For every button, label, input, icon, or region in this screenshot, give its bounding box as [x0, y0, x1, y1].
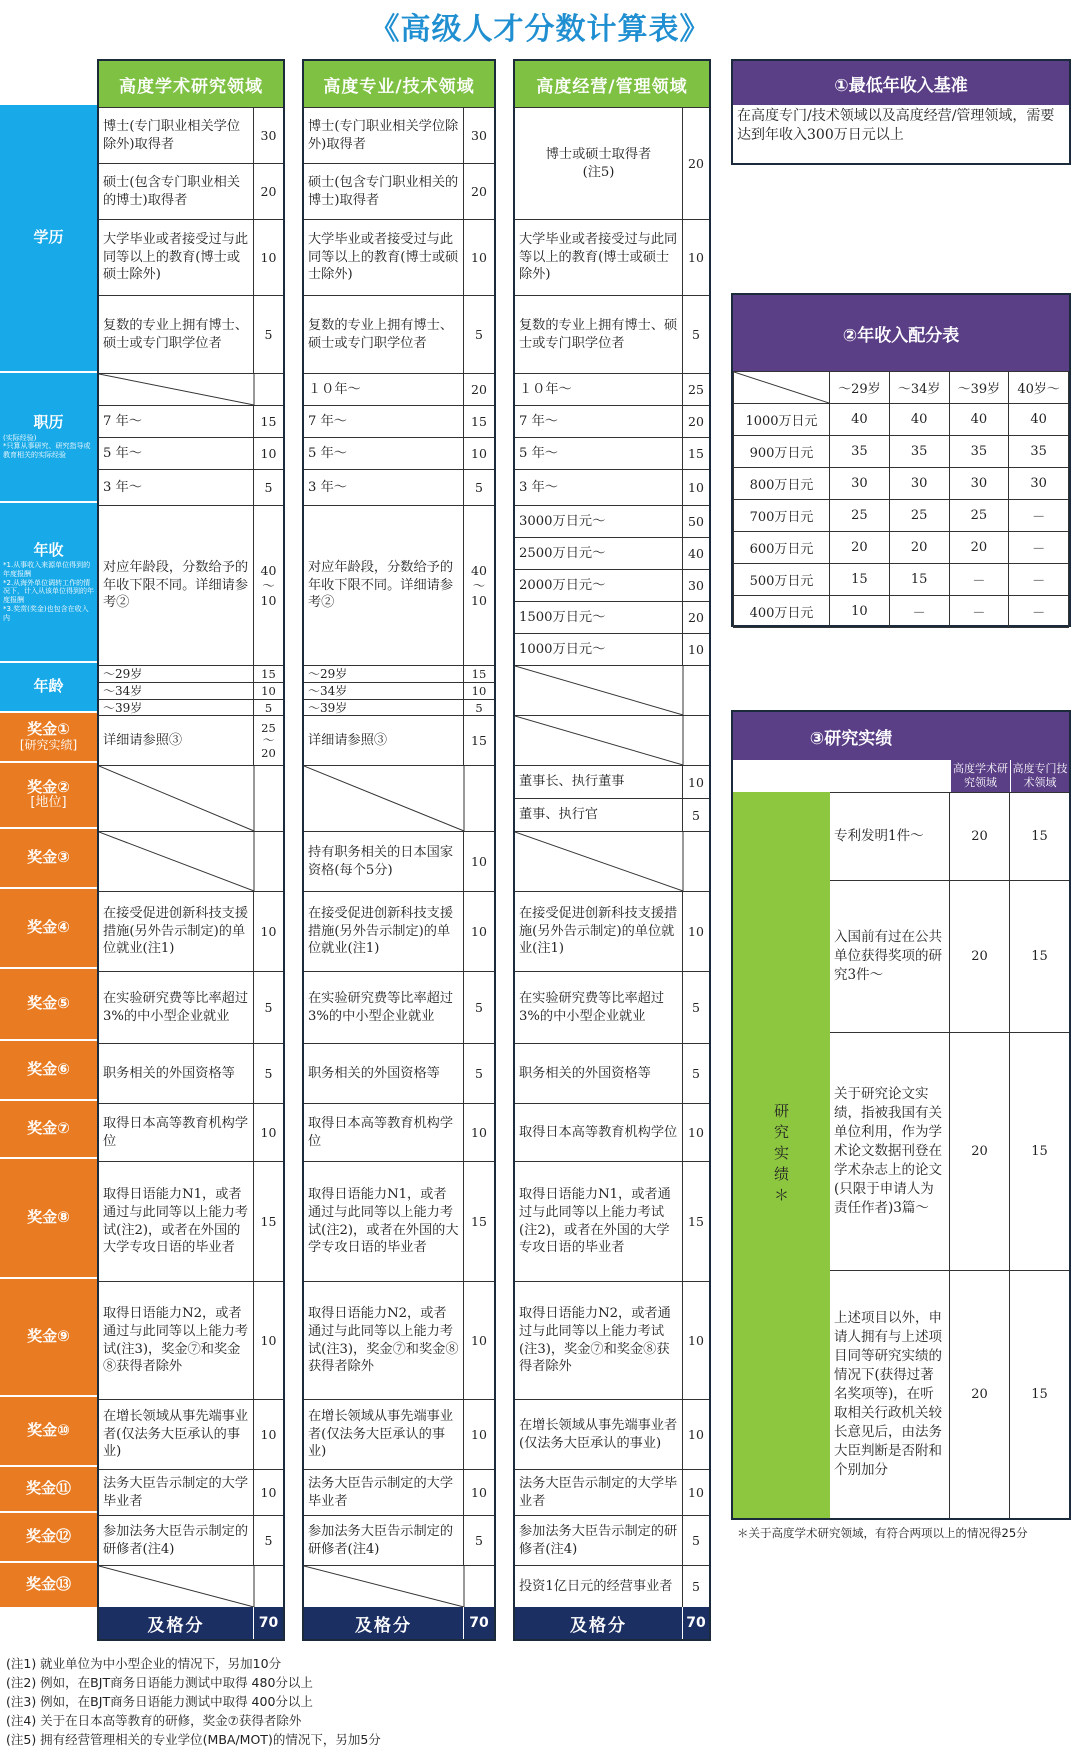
management-bonus2-b: 董事、执行官 5	[515, 798, 709, 831]
academic-bonus2	[99, 765, 283, 831]
category-age: 年龄	[0, 663, 97, 713]
category-bonus2: 奖金② [地位]	[0, 763, 97, 829]
col-head: 40岁～	[1009, 372, 1069, 404]
category-bonus12: 奖金⑫	[0, 1513, 97, 1563]
research-header: ③研究实绩	[733, 712, 1069, 760]
technical-bonus2	[304, 765, 494, 831]
academic-bonus1: 详细请参照③ 25 ～ 20	[99, 715, 283, 765]
technical-bonus4: 在接受促进创新科技支援措施(另外告示制定)的单位就业(注1) 10	[304, 891, 494, 971]
management-bonus11: 法务大臣告示制定的大学毕业者 10	[515, 1469, 709, 1515]
academic-bonus4: 在接受促进创新科技支援措施(另外告示制定)的单位就业(注1) 10	[99, 891, 283, 971]
min-income-text: 在高度专门/技术领域以及高度经营/管理领域，需要达到年收入300万日元以上	[737, 108, 1055, 143]
technical-bonus12: 参加法务大臣告示制定的研修者(注4) 5	[304, 1515, 494, 1565]
technical-bonus13	[304, 1565, 494, 1607]
management-career-10: １０年～ 25	[515, 373, 709, 405]
technical-pass-score: 及格分 70	[304, 1607, 494, 1639]
diagonal-line	[99, 832, 283, 891]
income-row: 400万日元 10 － － －	[734, 596, 1069, 628]
management-income-2500: 2500万日元～ 40	[515, 537, 709, 569]
academic-bonus7: 取得日本高等教育机构学位 10	[99, 1103, 283, 1161]
category-bonus7: 奖金⑦	[0, 1101, 97, 1159]
diagonal-line	[515, 666, 709, 715]
academic-career-3: 3 年～ 5	[99, 469, 283, 505]
col-head: ～39岁	[949, 372, 1009, 404]
category-bonus8: 奖金⑧	[0, 1159, 97, 1279]
diagonal-line	[515, 832, 709, 891]
research-item: 专利发明1件～ 20 15	[830, 792, 1069, 880]
research-col-technical: 高度专门技术领域	[1010, 760, 1069, 792]
academic-bonus9: 取得日语能力N2，或者通过与此同等以上能力考试(注3)，奖金⑦和奖金⑧获得者除外 10	[99, 1281, 283, 1399]
academic-edu-phd: 博士(专门职业相关学位除外)取得者 30	[99, 107, 283, 163]
category-bonus11: 奖金⑪	[0, 1467, 97, 1513]
footnote: (注2) 例如，在BJT商务日语能力测试中取得 480分以上	[6, 1675, 313, 1690]
management-bonus6: 职务相关的外国资格等 5	[515, 1043, 709, 1103]
academic-bonus5: 在实验研究费等比率超过3%的中小型企业就业 5	[99, 971, 283, 1043]
academic-edu-master: 硕士(包含专门职业相关的博士)取得者 20	[99, 163, 283, 219]
footnote: (注4) 关于在日本高等教育的研修，奖金⑦获得者除外	[6, 1713, 302, 1728]
category-bonus6: 奖金⑥	[0, 1041, 97, 1101]
technical-income: 对应年龄段，分数给予的年收下限不同。详细请参考② 40 ～ 10	[304, 505, 494, 665]
academic-income: 对应年龄段，分数给予的年收下限不同。详细请参考② 40 ～ 10	[99, 505, 283, 665]
academic-bonus8: 取得日语能力N1，或者通过与此同等以上能力考试(注2)，或者在外国的大学专攻日语的毕业者 15	[99, 1161, 283, 1281]
category-bonus13: 奖金⑬	[0, 1563, 97, 1609]
technical-edu-bachelor: 大学毕业或者接受过与此同等以上的教育(博士或硕士除外) 10	[304, 219, 494, 295]
academic-career-none	[99, 373, 283, 405]
academic-bonus11: 法务大臣告示制定的大学毕业者 10	[99, 1469, 283, 1515]
management-career-3: 3 年～ 10	[515, 469, 709, 505]
technical-bonus3: 持有职务相关的日本国家资格(每个5分) 10	[304, 831, 494, 891]
technical-bonus7: 取得日本高等教育机构学位 10	[304, 1103, 494, 1161]
management-bonus8: 取得日语能力N1，或者通过与此同等以上能力考试(注2)，或者在外国的大学专攻日语的毕业者 15	[515, 1161, 709, 1281]
management-income-2000: 2000万日元～ 30	[515, 569, 709, 601]
management-age	[515, 665, 709, 715]
academic-bonus3	[99, 831, 283, 891]
income-table	[733, 371, 1069, 628]
technical-header: 高度专业/技术领域	[304, 61, 494, 107]
academic-career-7: 7 年～ 15	[99, 405, 283, 437]
category-bonus5: 奖金⑤	[0, 969, 97, 1041]
col-head: ～29岁	[830, 372, 890, 404]
academic-bonus10: 在增长领域从事先端事业者(仅法务大臣承认的事业) 10	[99, 1399, 283, 1469]
management-bonus4: 在接受促进创新科技支援措施(另外告示制定)的单位就业(注1) 10	[515, 891, 709, 971]
income-table-box	[731, 293, 1071, 627]
category-bonus4: 奖金④	[0, 889, 97, 969]
management-income-1500: 1500万日元～ 20	[515, 601, 709, 633]
technical-bonus9: 取得日语能力N2，或者通过与此同等以上能力考试(注3)，奖金⑦和奖金⑧获得者除外 10	[304, 1281, 494, 1399]
technical-career-7: 7 年～ 15	[304, 405, 494, 437]
research-side-label: 研究实绩＊	[733, 792, 830, 1518]
diagonal-line	[304, 766, 494, 831]
footnote: (注1) 就业单位为中小型企业的情况下，另加10分	[6, 1656, 282, 1671]
academic-bonus12: 参加法务大臣告示制定的研修者(注4) 5	[99, 1515, 283, 1565]
management-bonus2-a: 董事长、执行董事 10	[515, 765, 709, 798]
research-col-academic: 高度学术研究领域	[950, 760, 1010, 792]
min-income-header: ①最低年收入基准	[733, 61, 1069, 105]
category-career: 职历 (实际经验) *只算从事研究、研究指导或教育相关的实际经验	[0, 373, 97, 503]
management-bonus7: 取得日本高等教育机构学位 10	[515, 1103, 709, 1161]
management-bonus1	[515, 715, 709, 765]
technical-bonus10: 在增长领域从事先端事业者(仅法务大臣承认的事业) 10	[304, 1399, 494, 1469]
diagonal-line	[99, 766, 283, 831]
academic-age: ～29岁 15 ～34岁 10 ～39岁 5	[99, 665, 283, 715]
management-income-3000: 3000万日元～ 50	[515, 505, 709, 537]
career-note: (实际经验) *只算从事研究、研究指导或教育相关的实际经验	[3, 433, 91, 459]
min-income-box	[731, 59, 1071, 165]
management-income-1000: 1000万日元～ 10	[515, 633, 709, 665]
footnotes	[6, 1654, 381, 1749]
diagonal-line	[304, 1566, 494, 1607]
category-bonus9: 奖金⑨	[0, 1279, 97, 1397]
col-head: ～34岁	[889, 372, 949, 404]
income-row: 1000万日元 40 40 40 40	[734, 404, 1069, 436]
management-career-7: 7 年～ 20	[515, 405, 709, 437]
academic-header: 高度学术研究领域	[99, 61, 283, 107]
research-item: 上述项目以外，申请人拥有与上述项目同等研究实绩的情况下(获得过著名奖项等)，在听取相关行政机关较长意见后，由法务大臣判断是否附和个别加分 20 15	[830, 1270, 1069, 1518]
income-row: 600万日元 20 20 20 －	[734, 532, 1069, 564]
academic-edu-multi: 复数的专业上拥有博士、硕士或专门职学位者 5	[99, 295, 283, 373]
academic-panel	[97, 59, 285, 1641]
diagonal-line	[515, 716, 709, 765]
management-bonus12: 参加法务大臣告示制定的研修者(注4) 5	[515, 1515, 709, 1565]
footnote: (注5) 拥有经营管理相关的专业学位(MBA/MOT)的情况下，另加5分	[6, 1732, 381, 1747]
management-bonus9: 取得日语能力N2，或者通过与此同等以上能力考试(注3)，奖金⑦和奖金⑧获得者除外 10	[515, 1281, 709, 1399]
academic-bonus6: 职务相关的外国资格等 5	[99, 1043, 283, 1103]
footnote: (注3) 例如，在BJT商务日语能力测试中取得 400分以上	[6, 1694, 313, 1709]
research-note: ＊关于高度学术研究领域，有符合两项以上的情况得25分	[737, 1526, 1028, 1540]
technical-bonus5: 在实验研究费等比率超过3%的中小型企业就业 5	[304, 971, 494, 1043]
management-pass-score: 及格分 70	[515, 1607, 709, 1639]
technical-edu-phd: 博士(专门职业相关学位除外)取得者 30	[304, 107, 494, 163]
category-bonus10: 奖金⑩	[0, 1397, 97, 1467]
academic-pass-score: 及格分 70	[99, 1607, 283, 1639]
category-bonus1: 奖金① [研究实绩]	[0, 713, 97, 763]
technical-bonus11: 法务大臣告示制定的大学毕业者 10	[304, 1469, 494, 1515]
diagonal-line	[734, 372, 829, 403]
management-edu-bachelor: 大学毕业或者接受过与此同等以上的教育(博士或硕士除外) 10	[515, 219, 709, 295]
academic-career-5: 5 年～ 10	[99, 437, 283, 469]
management-bonus3	[515, 831, 709, 891]
technical-bonus6: 职务相关的外国资格等 5	[304, 1043, 494, 1103]
income-table-header: ②年收入配分表	[733, 295, 1069, 371]
technical-edu-multi: 复数的专业上拥有博士、硕士或专门职学位者 5	[304, 295, 494, 373]
technical-bonus8: 取得日语能力N1，或者通过与此同等以上能力考试(注2)，或者在外国的大学专攻日语的毕业者 15	[304, 1161, 494, 1281]
academic-bonus13	[99, 1565, 283, 1607]
management-bonus13: 投资1亿日元的经营事业者 5	[515, 1565, 709, 1607]
category-education: 学历	[0, 105, 97, 373]
technical-career-3: 3 年～ 5	[304, 469, 494, 505]
research-item: 关于研究论文实绩，指被我国有关单位利用，作为学术论文数据刊登在学术杂志上的论文(只限于申请人为责任作者)3篇～ 20 15	[830, 1032, 1069, 1270]
income-row: 500万日元 15 15 － －	[734, 564, 1069, 596]
income-note: *1.从事收入来源单位得到的年度报酬 *2.从海外单位调转工作的情况下，计入从该单位得到的年度报酬 *3.奖赏(奖金)也包含在收入内	[3, 561, 94, 622]
management-edu-grad: 博士或硕士取得者 (注5) 20	[515, 107, 709, 219]
income-row: 900万日元 35 35 35 35	[734, 436, 1069, 468]
diagonal-line	[99, 374, 283, 405]
technical-panel	[302, 59, 496, 1641]
management-career-5: 5 年～ 15	[515, 437, 709, 469]
technical-career-10: １０年～ 20	[304, 373, 494, 405]
research-item: 入国前有过在公共单位获得奖项的研究3件～ 20 15	[830, 880, 1069, 1032]
management-bonus10: 在增长领域从事先端事业者(仅法务大臣承认的事业) 10	[515, 1399, 709, 1469]
page-title: 《高级人才分数计算表》	[369, 12, 711, 47]
research-box	[731, 710, 1071, 1520]
academic-edu-bachelor: 大学毕业或者接受过与此同等以上的教育(博士或硕士除外) 10	[99, 219, 283, 295]
income-row: 700万日元 25 25 25 －	[734, 500, 1069, 532]
technical-edu-master: 硕士(包含专门职业相关的博士)取得者 20	[304, 163, 494, 219]
technical-bonus1: 详细请参照③ 15	[304, 715, 494, 765]
management-panel	[513, 59, 711, 1641]
income-row: 800万日元 30 30 30 30	[734, 468, 1069, 500]
technical-age: ～29岁 15 ～34岁 10 ～39岁 5	[304, 665, 494, 715]
category-income: 年收 *1.从事收入来源单位得到的年度报酬 *2.从海外单位调转工作的情况下，计入从该单位得到的年度报酬 *3.奖赏(奖金)也包含在收入内	[0, 503, 97, 663]
management-header: 高度经营/管理领域	[515, 61, 709, 107]
income-table-head-row	[734, 372, 1069, 404]
diagonal-line	[99, 1566, 283, 1607]
technical-career-5: 5 年～ 10	[304, 437, 494, 469]
corner-cell	[734, 372, 830, 404]
management-bonus5: 在实验研究费等比率超过3%的中小型企业就业 5	[515, 971, 709, 1043]
management-edu-multi: 复数的专业上拥有博士、硕士或专门职学位者 5	[515, 295, 709, 373]
category-bonus3: 奖金③	[0, 829, 97, 889]
